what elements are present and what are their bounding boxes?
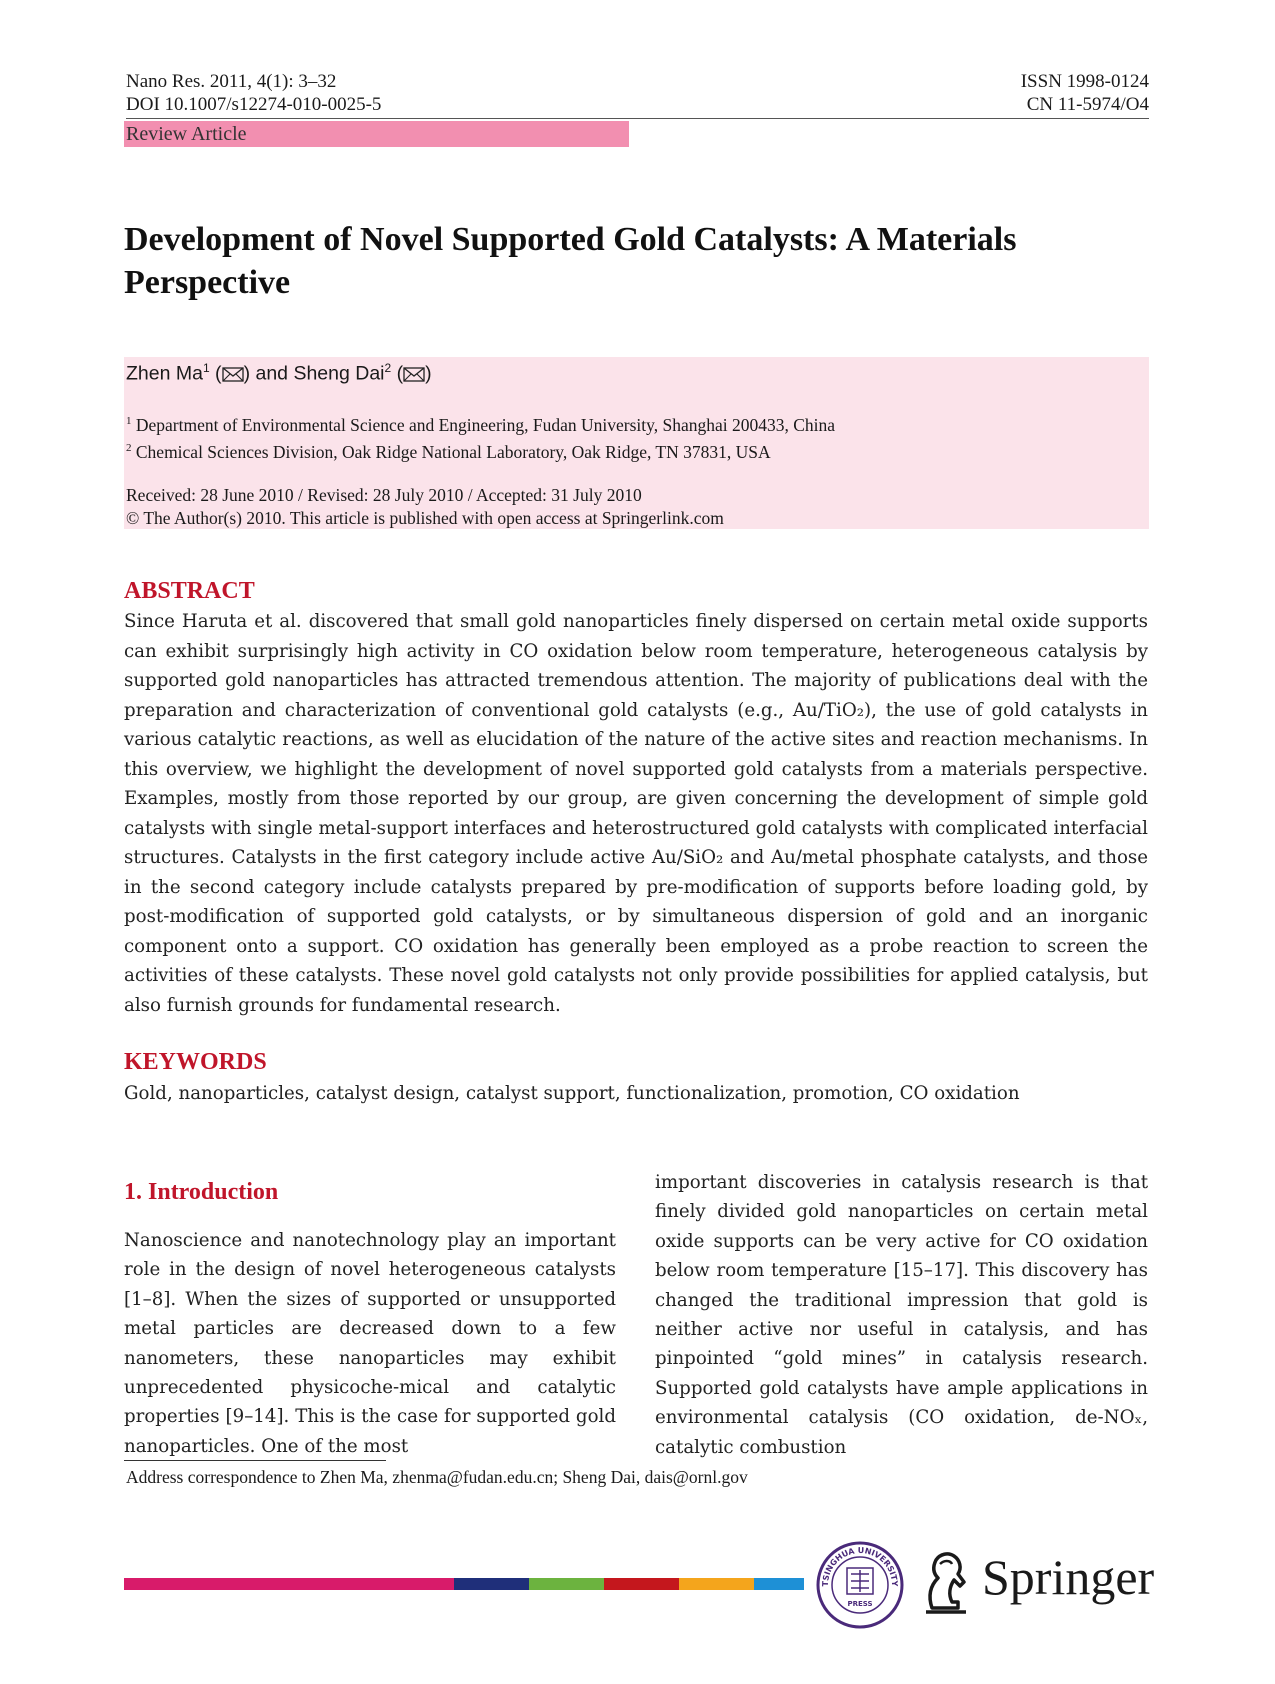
keywords-heading: KEYWORDS	[124, 1049, 267, 1075]
doi: DOI 10.1007/s12274-010-0025-5	[126, 94, 382, 115]
journal-citation: Nano Res. 2011, 4(1): 3–32	[126, 71, 337, 92]
seal-bottom-text: PRESS	[847, 1600, 873, 1608]
affiliation-number: 1	[126, 415, 132, 427]
body-column-left: Nanoscience and nanotechnology play an important role in the design of novel heterogeneous catalysts [1–8]. When the sizes of supported or unsupported metal particles are decreased down to a few nanometers, these nanoparticles may exhibit unprecedented physicoche-mical and catalytic properties [9–14]. This is the case for supported gold nanoparticles. One of the most	[124, 1230, 616, 1457]
abstract-heading: ABSTRACT	[124, 578, 255, 604]
seal-top-text: TSINGHUA UNIVERSITY	[820, 1545, 900, 1587]
envelope-icon	[403, 367, 425, 382]
abstract-body: Since Haruta et al. discovered that small gold nanoparticles finely dispersed on certain metal oxide supports can exhibit surprisingly high activity in CO oxidation below room temperature, heterogeneous catalysis by supported gold nanoparticles has attracted tremendous attention. The majority of publications deal with the preparation and characterization of conventional gold catalysts (e.g., Au/TiO₂), the use of gold catalysts in various catalytic reactions, as well as elucidation of the nature of the active sites and reaction mechanisms. In this overview, we highlight the development of novel supported gold catalysts from a materials perspective. Examples, mostly from those reported by our group, are given concerning the development of simple gold catalysts with single metal-support interfaces and heterostructured gold catalysts with complicated interfacial structures. Catalysts in the first category include active Au/SiO₂ and Au/metal phosphate catalysts, and those in the second category include catalysts prepared by pre-modification of supports before loading gold, by post-modification of supported gold catalysts, or by simultaneous dispersion of gold and an inorganic component onto a support. CO oxidation has generally been employed as a probe reaction to screen the activities of these catalysts. These novel gold catalysts not only provide possibilities for applied catalysis, but also furnish grounds for fundamental research.	[124, 611, 1148, 1016]
journal-header-right	[1021, 70, 1149, 116]
correspondence-footnote: Address correspondence to Zhen Ma, zhenma@fudan.edu.cn; Sheng Dai, dais@ornl.gov	[126, 1467, 748, 1487]
section-heading-introduction: 1. Introduction	[124, 1179, 279, 1205]
springer-horse-icon	[918, 1546, 974, 1616]
affiliation-number: 2	[126, 442, 132, 454]
color-bar-segment	[454, 1578, 529, 1590]
affiliation-text: Chemical Sciences Division, Oak Ridge National Laboratory, Oak Ridge, TN 37831, USA	[135, 441, 771, 462]
affiliation	[126, 410, 835, 436]
author-affiliation-mark: 2	[384, 361, 392, 375]
springer-wordmark: Springer	[982, 1549, 1155, 1605]
publication-dates: Received: 28 June 2010 / Revised: 28 July 2010 / Accepted: 31 July 2010	[126, 485, 642, 505]
cn-number: CN 11-5974/O4	[1026, 94, 1149, 115]
affiliation-text: Department of Environmental Science and Engineering, Fudan University, Shanghai 200433, China	[135, 414, 836, 435]
author-name: Sheng Dai	[293, 362, 385, 385]
color-bar-segment	[124, 1578, 454, 1590]
issn: ISSN 1998-0124	[1020, 71, 1149, 92]
color-bar-segment	[679, 1578, 754, 1590]
copyright-notice: © The Author(s) 2010. This article is published with open access at Springerlink.com	[126, 508, 724, 528]
journal-header-left	[126, 70, 381, 116]
color-bar-segment	[604, 1578, 679, 1590]
color-bar-segment	[754, 1578, 804, 1590]
envelope-icon	[222, 367, 244, 382]
body-column-right: important discoveries in catalysis research is that finely divided gold nanoparticles on certain metal oxide supports can be very active for CO oxidation below room temperature [15–17]. This discovery has changed the traditional impression that gold is neither active nor useful in catalysis, and has pinpointed “gold mines” in catalysis research. Supported gold catalysts have ample applications in environmental catalysis (CO oxidation, de-NOₓ, catalytic combustion	[655, 1172, 1148, 1458]
color-bar-segment	[529, 1578, 604, 1590]
affiliation	[126, 437, 771, 463]
author-name: Zhen Ma	[126, 362, 203, 385]
article-type-label: Review Article	[126, 123, 247, 145]
author-affiliation-mark: 1	[202, 361, 210, 375]
author-line: Zhen Ma$^1$ ( ) and Sheng Dai$^2$ ( )	[126, 361, 432, 385]
author-connector: and	[255, 362, 289, 385]
footnote-divider	[124, 1460, 386, 1461]
tsinghua-press-seal-icon	[815, 1540, 905, 1630]
paper-title: Development of Novel Supported Gold Catalysts: A Materials Perspective	[124, 221, 1017, 301]
keywords-list: Gold, nanoparticles, catalyst design, catalyst support, functionalization, promotion, CO oxidation	[124, 1083, 1020, 1104]
header-divider	[126, 118, 1149, 119]
